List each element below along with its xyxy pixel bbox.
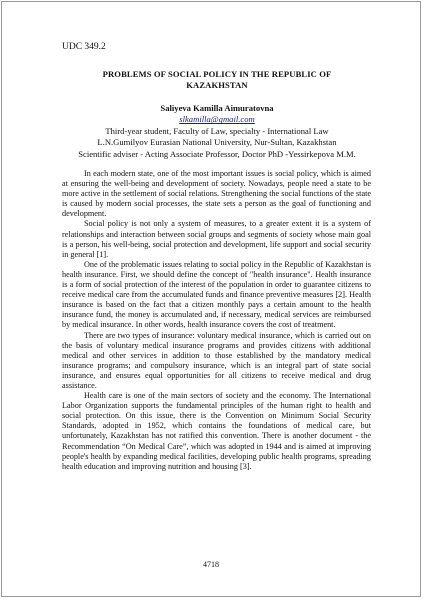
author-block bbox=[42, 103, 392, 160]
author-affiliation-line: L.N.Gumilyov Eurasian National University, Nur-Sultan, Kazakhstan bbox=[97, 137, 337, 148]
udc-code: UDC 349.2 bbox=[62, 42, 106, 52]
author-affiliation-line: Third-year student, Faculty of Law, specialty - International Law bbox=[105, 125, 329, 136]
author-email-link[interactable]: slkamilla@gmail.com bbox=[179, 114, 255, 125]
body-paragraph: Health care is one of the main sectors of society and the economy. The International Labor Organization supports the fundamental principles of the human right to health and social protection. On this issue, there is the Convention on Minimum Social Security Standards, adopted in 1952, which contains the foundations of medical care, but unfortunately, Kazakhstan has not ratified this convention. There is another document - the Recommendation “On Medical Care”, which was adopted in 1944 and is aimed at improving people's health by expanding medical facilities, developing public health programs, spreading health education and improving nutrition and housing [3]. bbox=[62, 391, 371, 471]
paper-title: PROBLEMS OF SOCIAL POLICY IN THE REPUBLIC OF KAZAKHSTAN bbox=[102, 69, 332, 90]
body-paragraph: Social policy is not only a system of measures, to a greater extent it is a system of relationships and interaction between social groups and segments of society whose main goal is a person, his well-being, social protection and development, life support and social security in general [1]. bbox=[62, 219, 371, 259]
scientific-adviser-line: Scientific adviser - Acting Associate Professor, Doctor PhD -Yessirkepova M.M. bbox=[78, 148, 356, 159]
author-name: Saliyeva Kamilla Aimuratovna bbox=[160, 103, 274, 113]
body-paragraph: There are two types of insurance: voluntary medical insurance, which is carried out on the basis of voluntary medical insurance programs and provides citizens with additional medical and other services in addition to those established by the mandatory medical insurance programs; and compulsory insurance, which is an integral part of state social insurance, and ensures equal opportunities for all citizens to receive medical and drug assistance. bbox=[62, 330, 371, 390]
document-page bbox=[1, 1, 421, 597]
page-number: 4718 bbox=[203, 560, 219, 569]
body-paragraph: One of the problematic issues relating to social policy in the Republic of Kazakhstan is health insurance. First, we should define the concept of "health insurance". Health insurance is a form of social protection of the interest of the population in order to guarantee citizens to receive medical care from the accumulated funds and finance preventive measures [2]. Health insurance is based on the fact that a citizen monthly pays a certain amount to the health insurance fund, the money is accumulated and, if necessary, medical services are reimbursed by medical insurance. In other words, health insurance covers the cost of treatment. bbox=[62, 259, 371, 330]
body-text bbox=[62, 169, 371, 472]
body-paragraph: In each modern state, one of the most important issues is social policy, which is aimed at ensuring the well-being and development of society. Nowadays, people need a state to be more active in the settlement of social relations. Strengthening the social functions of the state is caused by modern social processes, the state sets a person as the goal of functioning and development. bbox=[62, 169, 371, 219]
